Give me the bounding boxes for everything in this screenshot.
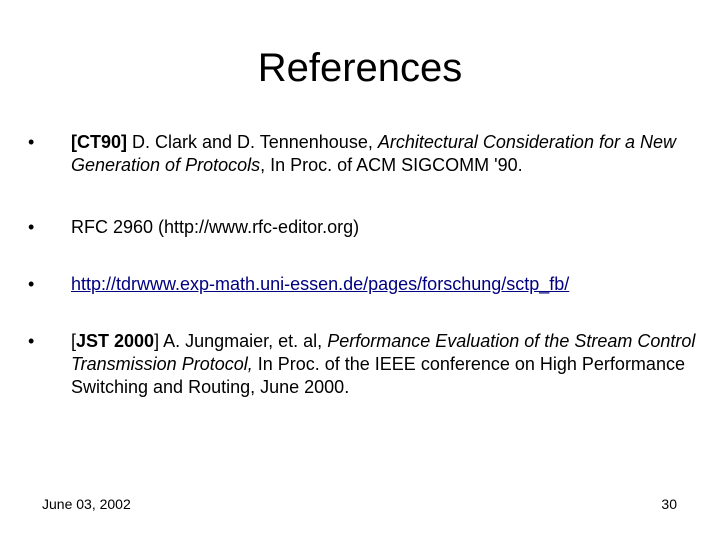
reference-authors: D. Clark and D. Tennenhouse, [127, 132, 378, 152]
reference-tag: [CT90] [71, 132, 128, 152]
page-number: 30 [661, 496, 677, 512]
reference-item-jst2000 [28, 330, 698, 399]
footer-date: June 03, 2002 [42, 496, 131, 512]
reference-text: RFC 2960 (http://www.rfc-editor.org) [71, 217, 360, 237]
reference-tag: JST 2000 [76, 331, 155, 351]
bullet-icon: • [28, 132, 35, 152]
reference-text [71, 330, 698, 399]
reference-item-url [28, 273, 698, 296]
reference-tag-close: ] [154, 331, 160, 351]
reference-text [71, 131, 698, 177]
bullet-icon: • [28, 217, 35, 237]
reference-item-ct90 [28, 131, 698, 177]
reference-title: Performance Evaluation of the Stream Control Transmission Protocol, [71, 331, 696, 374]
reference-authors: A. Jungmaier, et. al, [159, 331, 328, 351]
reference-item-rfc2960 [28, 216, 698, 239]
bullet-icon: • [28, 274, 35, 294]
reference-link[interactable]: http://tdrwww.exp-math.uni-essen.de/pages/forschung/sctp_fb/ [71, 274, 570, 294]
reference-tag-open: [ [71, 331, 77, 351]
reference-venue: , In Proc. of ACM SIGCOMM '90. [260, 155, 523, 175]
bullet-icon: • [28, 331, 35, 351]
reference-title: Architectural Consideration for a New Generation of Protocols [71, 132, 676, 175]
slide-title: References [257, 46, 463, 90]
reference-venue: In Proc. of the IEEE conference on High Performance Switching and Routing, June 2000. [71, 354, 685, 397]
